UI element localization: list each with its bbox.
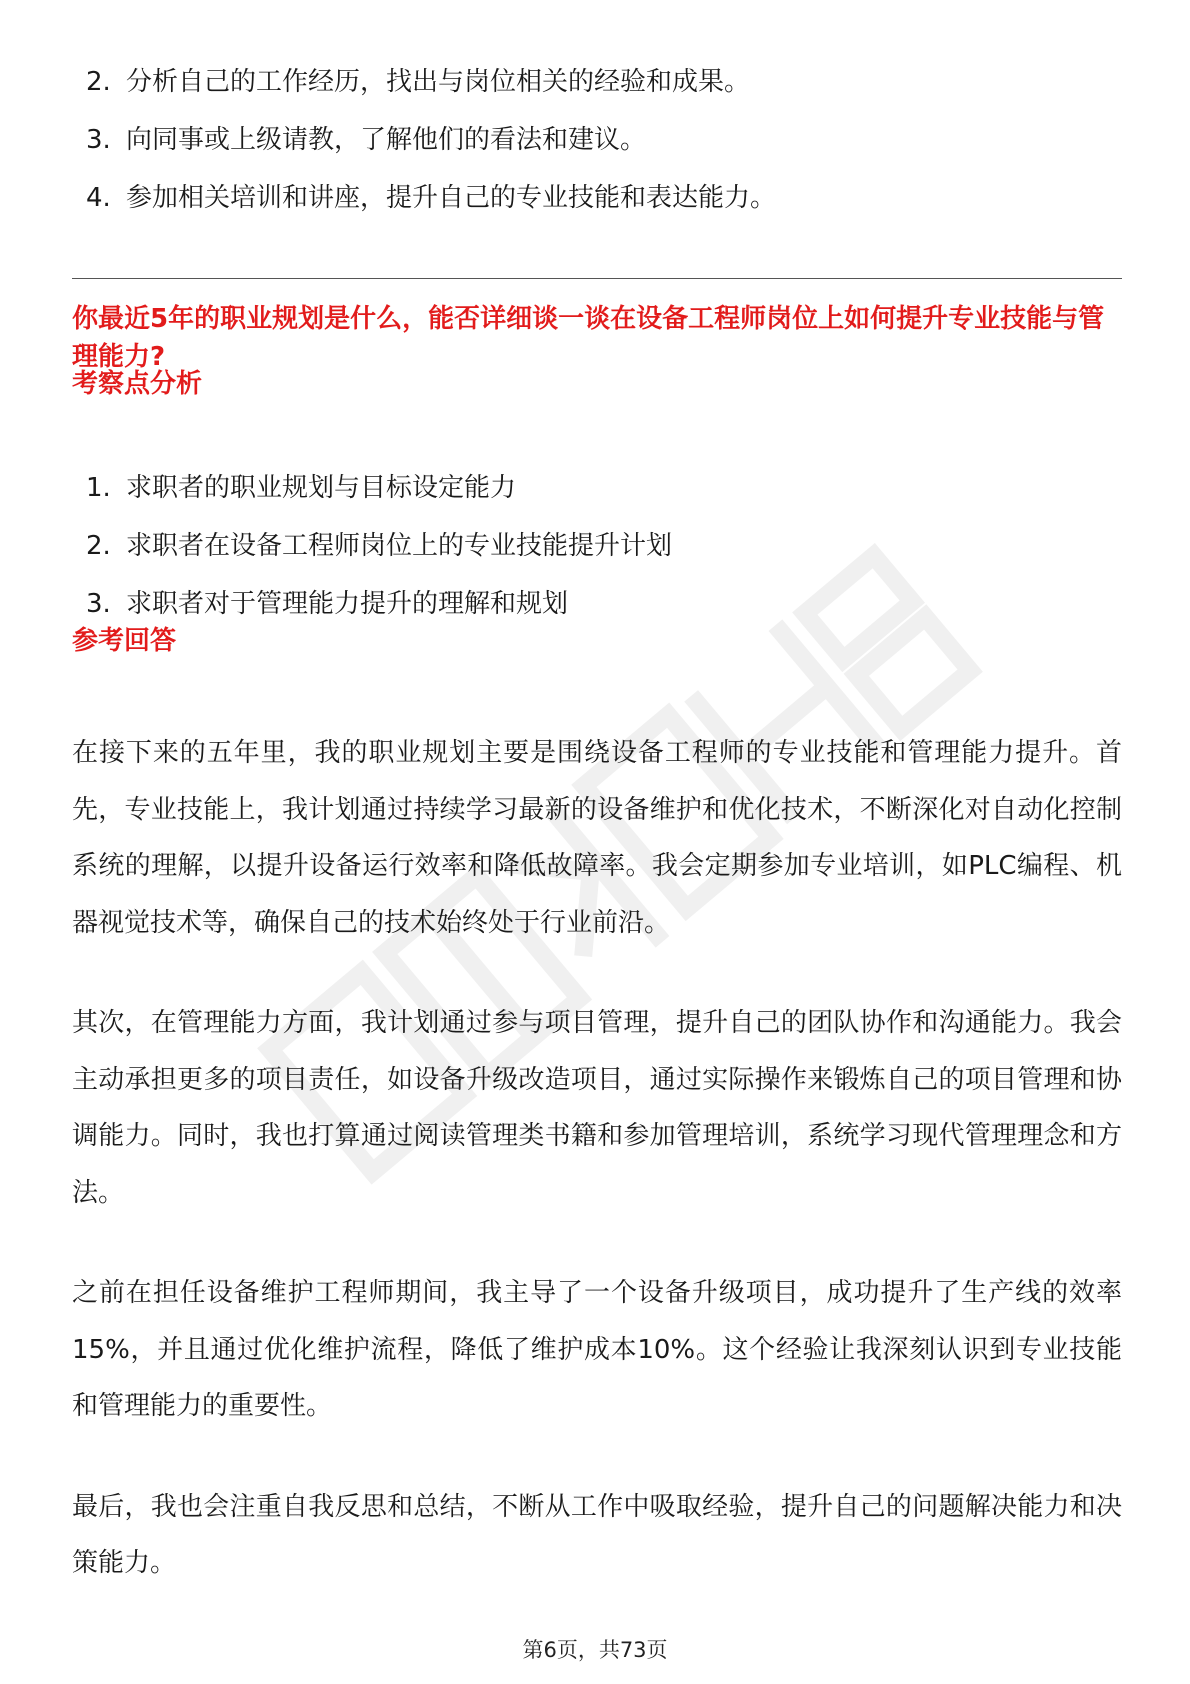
list-item: 4. 参加相关培训和讲座，提升自己的专业技能和表达能力。 <box>86 183 777 213</box>
answer-paragraph: 最后，我也会注重自我反思和总结，不断从工作中吸取经验，提升自己的问题解决能力和决策能力。 <box>72 1491 1122 1578</box>
list-item: 2. 求职者在设备工程师岗位上的专业技能提升计划 <box>86 531 673 561</box>
question-heading: 你最近5年的职业规划是什么，能否详细谈一谈在设备工程师岗位上如何提升专业技能与管理能力? <box>72 304 1105 372</box>
analysis-points-list <box>86 468 672 642</box>
answer-paragraph: 之前在担任设备维护工程师期间，我主导了一个设备升级项目，成功提升了生产线的效率15%，并且通过优化维护流程，降低了维护成本10%。这个经验让我深刻认识到专业技能和管理能力的重要性。 <box>72 1278 1122 1421</box>
list-item: 2. 分析自己的工作经历，找出与岗位相关的经验和成果。 <box>86 67 751 97</box>
list-item: 3. 向同事或上级请教，了解他们的看法和建议。 <box>86 125 647 155</box>
section-divider <box>72 278 1122 279</box>
previous-answer-list <box>86 62 776 236</box>
answer-paragraph: 其次，在管理能力方面，我计划通过参与项目管理，提升自己的团队协作和沟通能力。我会主动承担更多的项目责任，如设备升级改造项目，通过实际操作来锻炼自己的项目管理和协调能力。同时，我也打算通过阅读管理类书籍和参加管理培训，系统学习现代管理理念和方法。 <box>72 1008 1122 1208</box>
answer-paragraph: 在接下来的五年里，我的职业规划主要是围绕设备工程师的专业技能和管理能力提升。首先，专业技能上，我计划通过持续学习最新的设备维护和优化技术，不断深化对自动化控制系统的理解，以提升设备运行效率和降低故障率。我会定期参加专业培训，如PLC编程、机器视觉技术等，确保自己的技术始终处于行业前沿。 <box>72 738 1122 938</box>
analysis-title: 考察点分析 <box>72 369 203 399</box>
answer-body <box>72 725 1122 1636</box>
answer-title: 参考回答 <box>72 626 177 656</box>
list-item: 3. 求职者对于管理能力提升的理解和规划 <box>86 589 569 619</box>
list-item: 1. 求职者的职业规划与目标设定能力 <box>86 473 517 503</box>
page-footer: 第6页，共73页 <box>522 1638 668 1662</box>
